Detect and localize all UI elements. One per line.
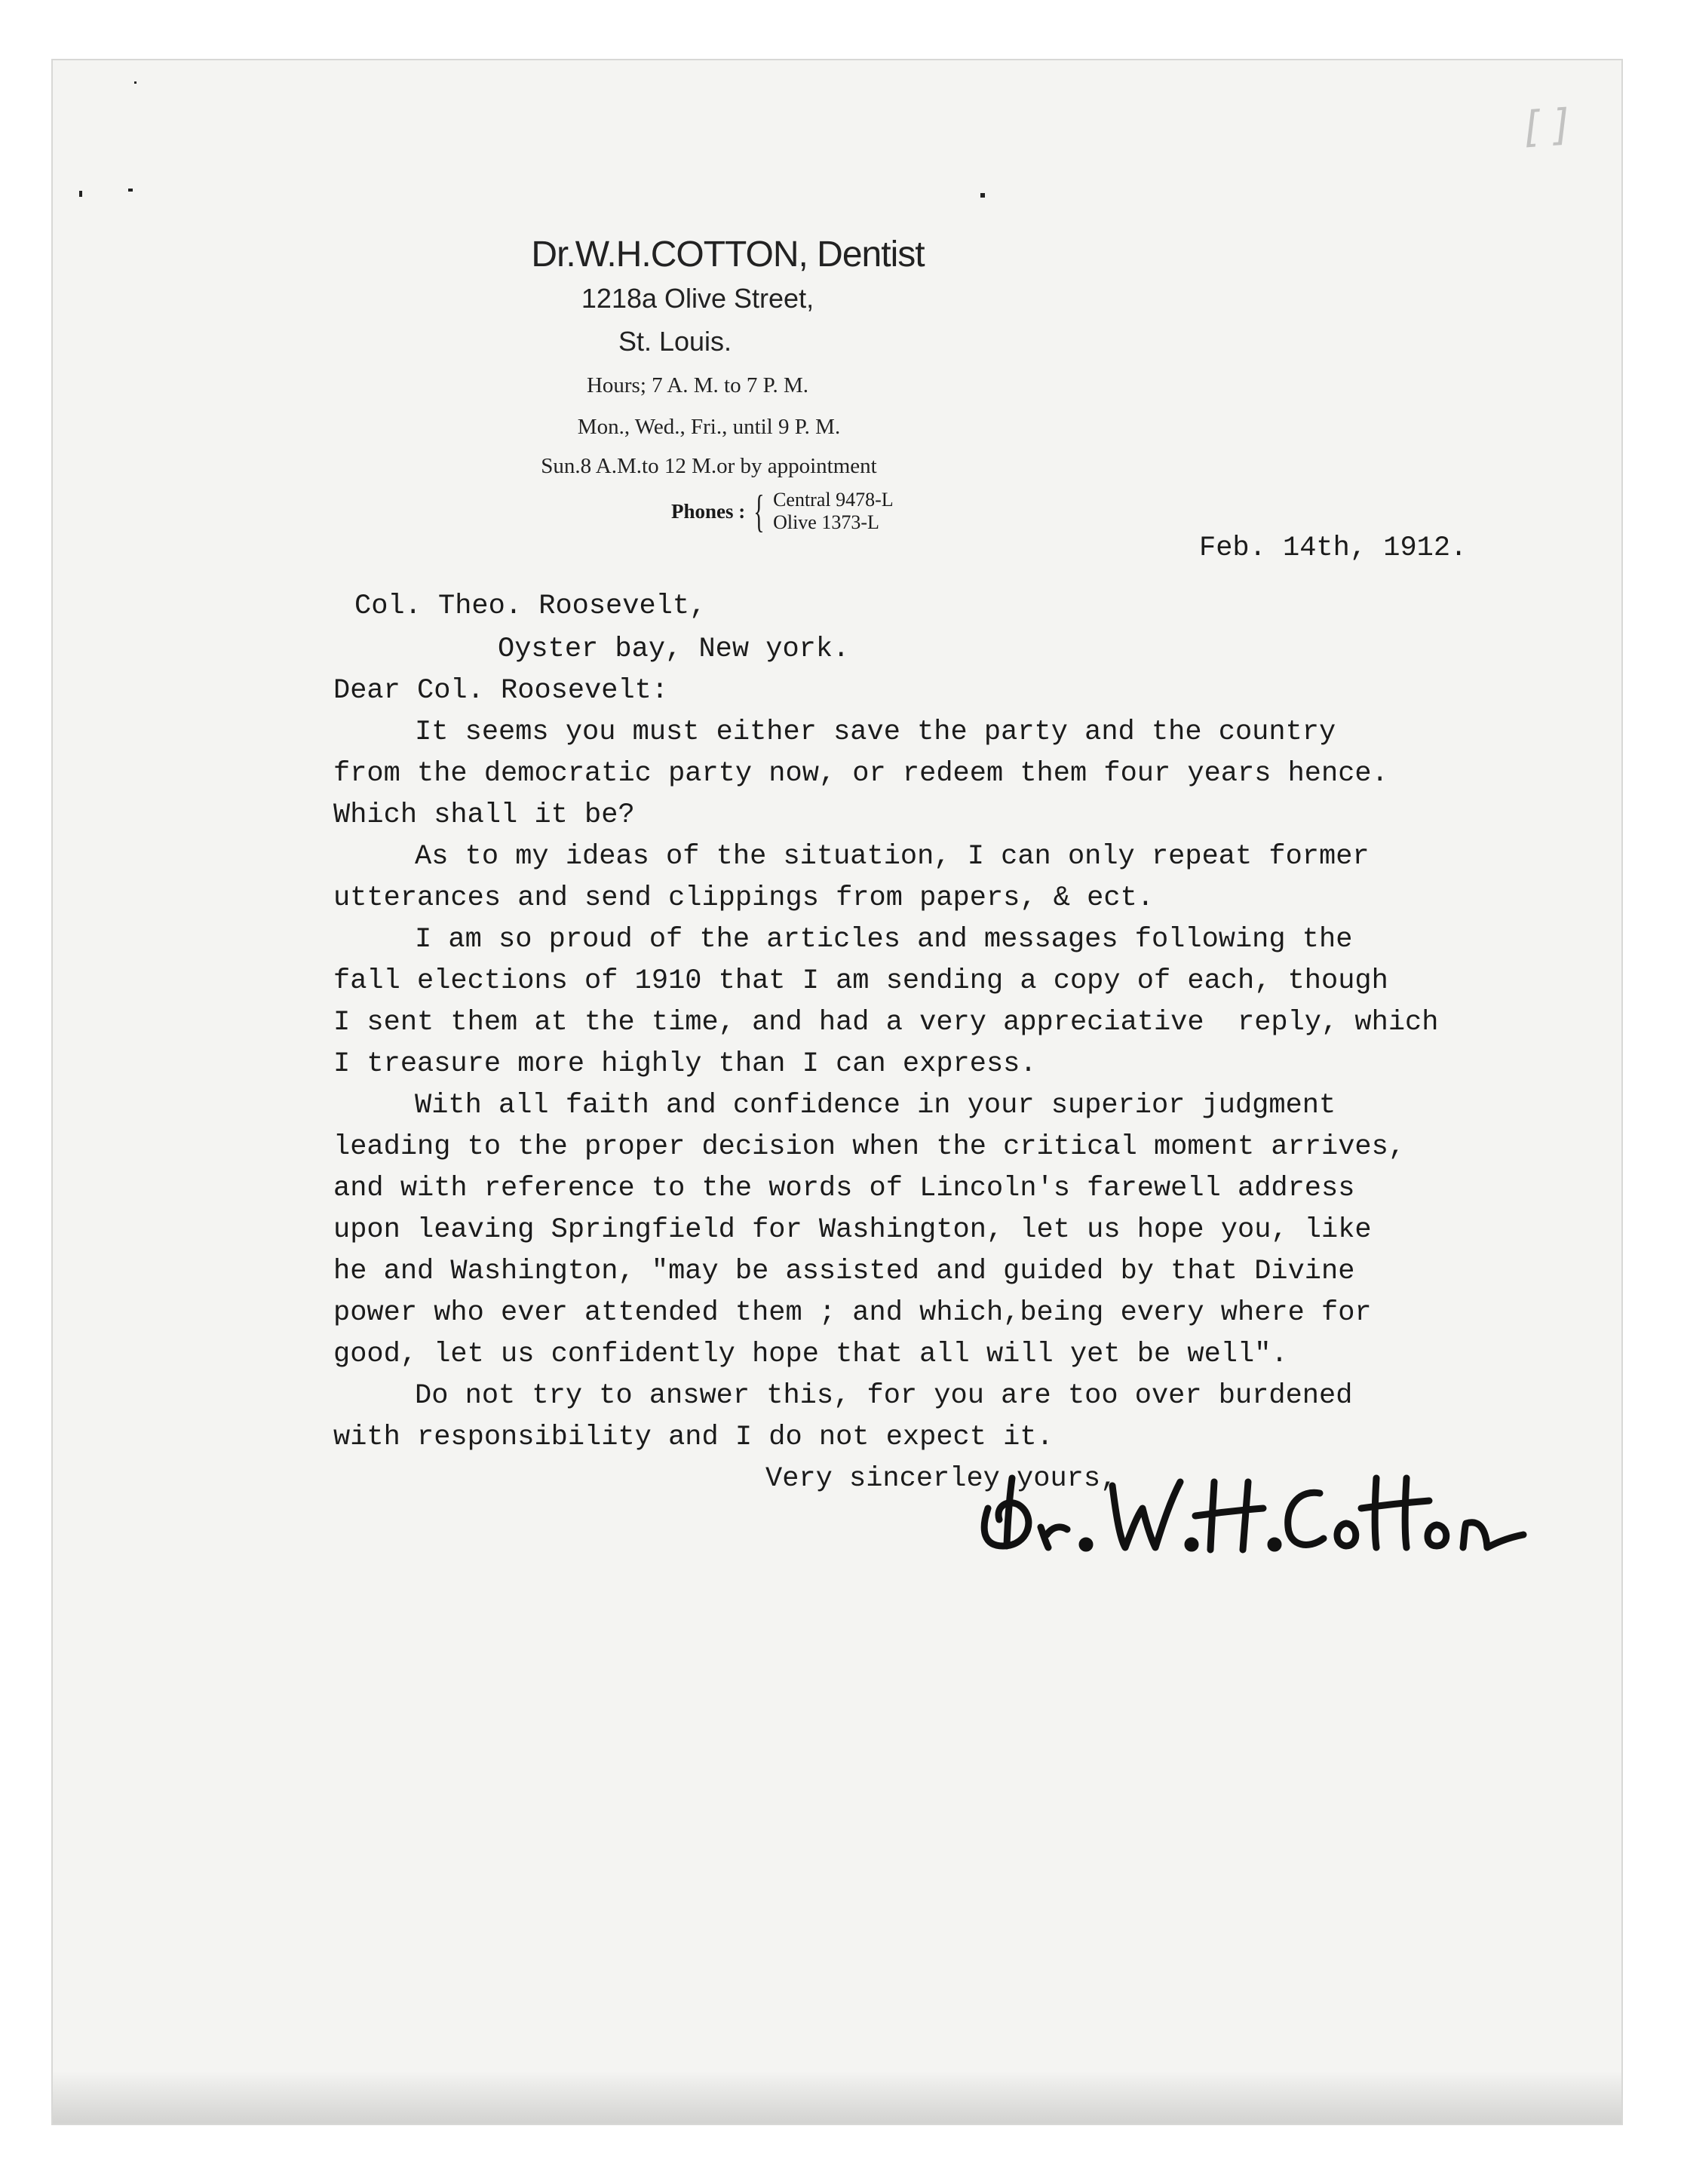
body-line: he and Washington, "may be assisted and guided by that Divine <box>333 1256 1355 1287</box>
body-line: upon leaving Springfield for Washington, let us hope you, like <box>333 1214 1372 1246</box>
phone-numbers <box>773 489 894 534</box>
ink-speck <box>128 189 133 192</box>
body-line: power who ever attended them ; and which,being every where for <box>333 1297 1372 1329</box>
brace-icon: { <box>753 486 765 536</box>
letterhead-name: Dr.W.H.COTTON, Dentist <box>531 235 925 275</box>
letter-date: Feb. 14th, 1912. <box>1199 532 1468 564</box>
body-line: I am so proud of the articles and messages following the <box>415 924 1353 956</box>
closing: Very sincerley yours, <box>765 1463 1118 1495</box>
body-line: fall elections of 1910 that I am sending a copy of each, though <box>333 965 1388 997</box>
phone-olive: Olive 1373-L <box>773 511 879 533</box>
salutation: Dear Col. Roosevelt: <box>333 675 669 707</box>
letterhead-city: St. Louis. <box>618 326 732 357</box>
body-line: utterances and send clippings from papers, & ect. <box>333 882 1154 914</box>
body-line: Which shall it be? <box>333 799 635 831</box>
body-line: Do not try to answer this, for you are too over burdened <box>415 1380 1353 1412</box>
recipient-address: Oyster bay, New york. <box>498 633 850 665</box>
handwritten-signature <box>965 1463 1554 1576</box>
body-line: and with reference to the words of Lincoln's farewell address <box>333 1173 1355 1204</box>
body-line: I treasure more highly than I can express. <box>333 1048 1037 1080</box>
recipient-name: Col. Theo. Roosevelt, <box>354 590 707 622</box>
body-line: It seems you must either save the party and the country <box>415 716 1336 748</box>
body-line: As to my ideas of the situation, I can only repeat former <box>415 841 1370 873</box>
letterhead-street: 1218a Olive Street, <box>581 283 814 314</box>
ink-speck <box>134 81 137 84</box>
letterhead-hours: Hours; 7 A. M. to 7 P. M. <box>586 373 809 397</box>
body-line: from the democratic party now, or redeem them four years hence. <box>333 758 1388 790</box>
bottom-edge-shadow <box>53 2071 1621 2124</box>
body-line: With all faith and confidence in your superior judgment <box>415 1090 1336 1121</box>
archive-pencil-mark: [ ] <box>1521 100 1572 153</box>
body-line: with responsibility and I do not expect it. <box>333 1422 1054 1453</box>
letterhead-days: Mon., Wed., Fri., until 9 P. M. <box>577 415 841 439</box>
phone-central: Central 9478-L <box>773 489 894 511</box>
letterhead-phones <box>671 486 894 536</box>
letterhead-sunday-hours: Sun.8 A.M.to 12 M.or by appointment <box>541 454 877 478</box>
letter-page <box>53 60 1621 2124</box>
ink-speck <box>980 193 985 198</box>
body-line: I sent them at the time, and had a very appreciative reply, which <box>333 1007 1439 1038</box>
phones-label: Phones : <box>671 499 746 523</box>
body-line: leading to the proper decision when the critical moment arrives, <box>333 1131 1406 1163</box>
body-line: good, let us confidently hope that all will yet be well". <box>333 1339 1288 1370</box>
ink-speck <box>79 191 82 197</box>
